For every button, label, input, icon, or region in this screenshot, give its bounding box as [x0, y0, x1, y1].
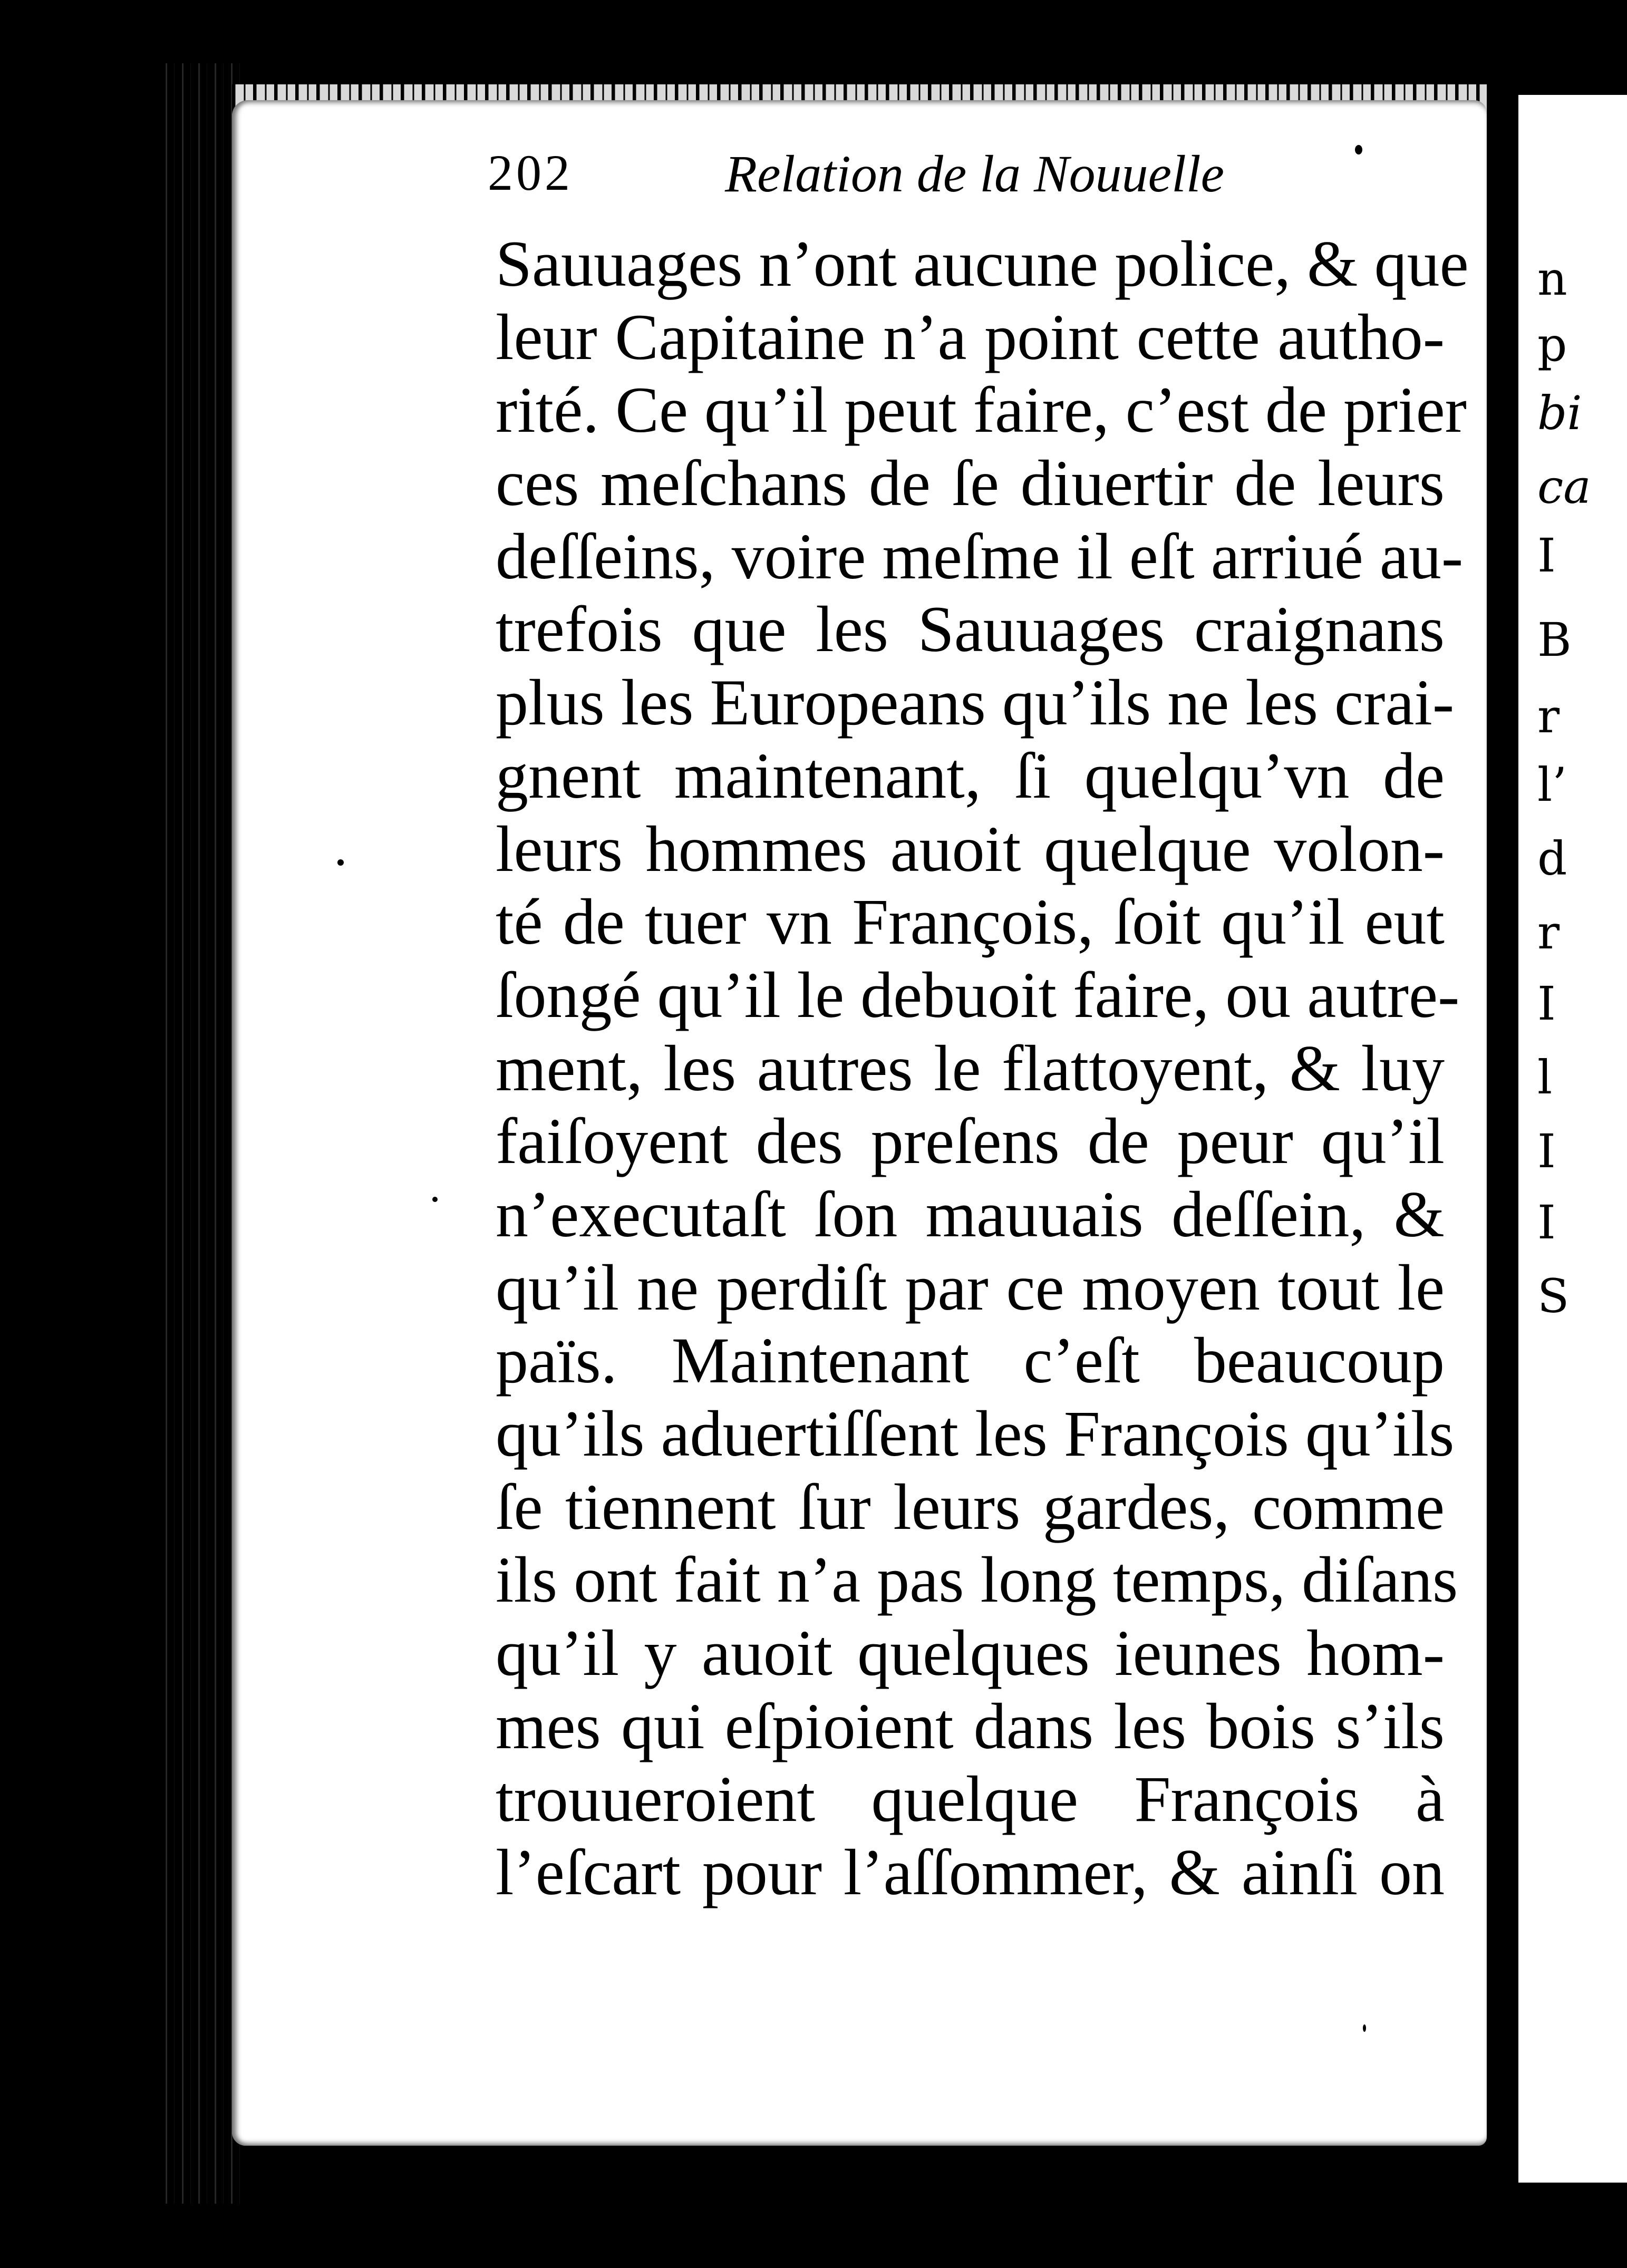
ink-speck [1355, 145, 1362, 154]
text-line: ment, les autres le flattoyent, & luy [496, 1032, 1445, 1104]
text-line: gnent maintenant, ſi quelqu’vn de [496, 739, 1445, 812]
text-line: leur Capitaine n’a point cette autho- [496, 301, 1445, 373]
page-number: 202 [488, 144, 573, 201]
facing-page-fragment: p [1537, 317, 1567, 372]
text-line: deſſeins, voire meſme il eſt arriué au- [496, 520, 1464, 593]
text-line: trouueroient quelque François à [496, 1763, 1445, 1836]
facing-page-fragment: I [1537, 1124, 1556, 1178]
facing-page-fragment: l’ [1537, 758, 1567, 812]
text-line: ces meſchans de ſe diuertir de leurs [496, 447, 1445, 520]
text-line: mes qui eſpioient dans les bois s’ils [496, 1690, 1445, 1762]
text-line: Sauuages n’ont aucune police, & que [496, 228, 1469, 300]
text-line: n’executaſt ſon mauuais deſſein, & [496, 1178, 1445, 1251]
facing-page-fragment: I [1537, 528, 1556, 583]
facing-page-fragment: ca [1537, 460, 1591, 514]
facing-page-fragment: bi [1537, 386, 1582, 440]
facing-page-fragment: n [1537, 251, 1567, 306]
facing-page-fragment: S [1537, 1269, 1570, 1323]
text-line: qu’ils aduertiſſent les François qu’ils [496, 1398, 1455, 1470]
ink-speck [337, 859, 344, 866]
text-line: ſe tiennent ſur leurs gardes, comme [496, 1470, 1445, 1543]
text-line: qu’il ne perdiſt par ce moyen tout le [496, 1251, 1445, 1324]
facing-page-fragment: r [1537, 689, 1560, 743]
facing-page-fragment: r [1537, 905, 1560, 959]
text-line: qu’il y auoit quelques ieunes hom- [496, 1617, 1445, 1690]
text-line: faiſoyent des preſens de peur qu’il [496, 1105, 1445, 1178]
page-header [488, 143, 1416, 212]
facing-page-fragment: I [1537, 1195, 1556, 1249]
facing-page-fragment: l [1537, 1050, 1553, 1104]
ink-speck [432, 1197, 438, 1202]
text-line: païs. Maintenant c’eſt beaucoup [496, 1324, 1445, 1397]
running-head: Relation de la Nouuelle [725, 144, 1225, 203]
text-line: ſongé qu’il le debuoit faire, ou autre- [496, 958, 1460, 1031]
body-text [496, 228, 1469, 1910]
facing-page-fragment: I [1537, 976, 1556, 1031]
page-gutter [1487, 74, 1518, 2214]
text-line: rité. Ce qu’il peut faire, c’est de prier [496, 374, 1467, 447]
ink-speck [1363, 2024, 1366, 2032]
text-line: plus les Europeans qu’ils ne les crai- [496, 666, 1455, 739]
text-line: l’eſcart pour l’aſſommer, & ainſi on [496, 1836, 1445, 1909]
facing-page-strip [1518, 95, 1627, 2183]
text-line: té de tuer vn François, ſoit qu’il eut [496, 886, 1445, 958]
binding-edge [158, 63, 243, 2204]
text-line: trefois que les Sauuages craignans [496, 593, 1445, 666]
text-line: leurs hommes auoit quelque volon- [496, 812, 1445, 885]
text-line: ils ont fait n’a pas long temps, diſans [496, 1544, 1458, 1616]
facing-page-fragment: d [1537, 831, 1567, 886]
facing-page-fragment: B [1537, 613, 1572, 667]
